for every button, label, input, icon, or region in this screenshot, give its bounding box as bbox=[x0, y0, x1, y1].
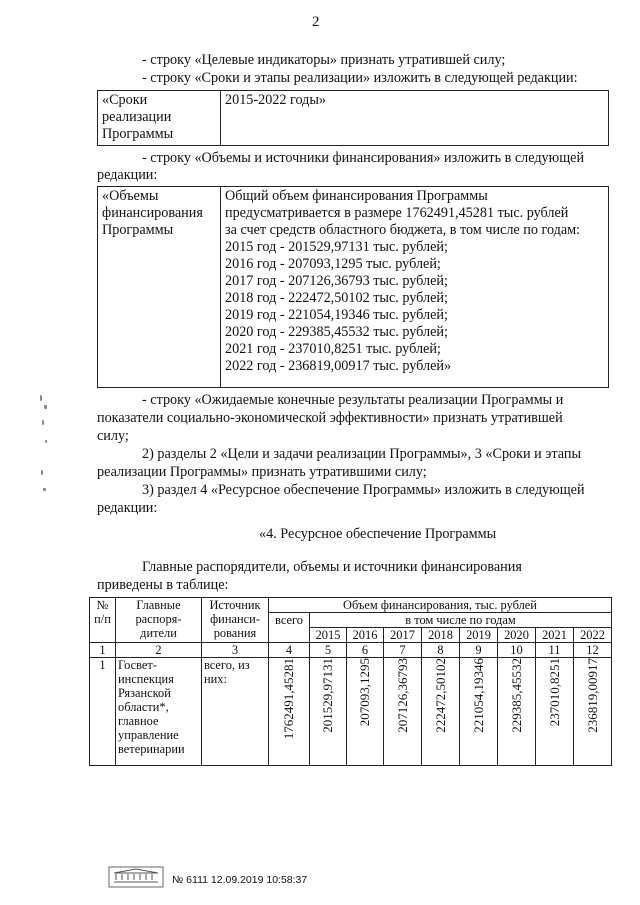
row-total: 1762491,45281 bbox=[281, 658, 296, 740]
section-title: «4. Ресурсное обеспечение Программы bbox=[259, 526, 497, 542]
header-total: всего bbox=[269, 613, 310, 643]
row-value-2021: 237010,8251 bbox=[546, 658, 562, 727]
financing-box-label: «Объемы финансирования Программы bbox=[98, 187, 221, 388]
bullet-financing: - строку «Объемы и источники финансирования» изложить в следующей bbox=[142, 150, 585, 166]
scan-speck bbox=[40, 395, 42, 401]
bullet-financing-cont: редакции: bbox=[97, 167, 158, 183]
header-year: 2019 bbox=[460, 628, 498, 643]
terms-box-value: 2015-2022 годы» bbox=[221, 91, 609, 146]
intro-line-2: приведены в таблице: bbox=[97, 577, 229, 593]
header-years-label: в том числе по годам bbox=[310, 613, 612, 628]
bullet-terms-stages: - строку «Сроки и этапы реализации» изложить в следующей редакции: bbox=[142, 70, 578, 86]
para-sections-2-3: 2) разделы 2 «Цели и задачи реализации Программы», 3 «Сроки и этапы bbox=[142, 446, 581, 462]
col-num: 8 bbox=[422, 643, 460, 658]
row-value-2015: 201529,97131 bbox=[320, 658, 335, 733]
row-value-2022: 236819,00917 bbox=[584, 658, 600, 733]
header-year: 2015 bbox=[310, 628, 347, 643]
col-num: 7 bbox=[384, 643, 422, 658]
col-num: 1 bbox=[90, 643, 116, 658]
header-year: 2020 bbox=[498, 628, 536, 643]
terms-box-label: «Сроки реализации Программы bbox=[98, 91, 221, 146]
col-num: 11 bbox=[536, 643, 574, 658]
financing-box-value: Общий объем финансирования Программы предусматривается в размере 1762491,45281 тыс. рублей за счет средств областного бюджета, в том числе по годам: 2015 год - 201529,97131 тыс. рублей; 2016 год - 207093,1295 тыс. рублей; 2017 год - 207126,36793 тыс. рублей; 2018 год - 222472,50102 тыс. рублей; 2019 год - 221054,19346 тыс. рублей; 2020 год - 229385,45532 тыс. рублей; 2021 год - 237010,8251 тыс. рублей; 2022 год - 236819,00917 тыс. рублей» bbox=[221, 187, 609, 388]
col-num: 6 bbox=[347, 643, 384, 658]
bank-stamp-icon bbox=[108, 866, 164, 888]
column-number-row bbox=[90, 643, 612, 658]
scan-speck bbox=[44, 405, 47, 409]
col-num: 4 bbox=[269, 643, 310, 658]
scan-speck bbox=[41, 470, 43, 475]
header-year: 2016 bbox=[347, 628, 384, 643]
row-value-2020: 229385,45532 bbox=[508, 658, 524, 733]
header-no: № п/п bbox=[90, 598, 116, 643]
col-num: 3 bbox=[202, 643, 269, 658]
col-num: 10 bbox=[498, 643, 536, 658]
financing-table bbox=[89, 597, 612, 766]
scan-speck bbox=[43, 488, 46, 491]
row-source: всего, из них: bbox=[202, 658, 269, 766]
col-num: 12 bbox=[574, 643, 612, 658]
row-value-2017: 207126,36793 bbox=[394, 658, 410, 733]
page-number: 2 bbox=[312, 14, 320, 30]
para-sections-2-3-cont: реализации Программы» признать утратившими силу; bbox=[97, 464, 427, 480]
header-source: Источник финанси-рования bbox=[202, 598, 269, 643]
scan-speck bbox=[42, 420, 44, 425]
para-section-4-cont: редакции: bbox=[97, 500, 158, 516]
header-volume: Объем финансирования, тыс. рублей bbox=[269, 598, 612, 613]
bullet-target-indicators: - строку «Целевые индикаторы» признать утратившей силу; bbox=[142, 52, 506, 68]
para-expected-results-2: показатели социально-экономической эффективности» признать утратившей bbox=[97, 410, 563, 426]
header-year: 2017 bbox=[384, 628, 422, 643]
header-year: 2021 bbox=[536, 628, 574, 643]
col-num: 2 bbox=[116, 643, 202, 658]
para-section-4: 3) раздел 4 «Ресурсное обеспечение Программы» изложить в следующей bbox=[142, 482, 585, 498]
financing-box bbox=[97, 186, 609, 388]
row-value-2018: 222472,50102 bbox=[432, 658, 448, 733]
row-value-2016: 207093,1295 bbox=[357, 658, 372, 727]
table-row bbox=[90, 658, 612, 766]
footer-registration: № 6111 12.09.2019 10:58:37 bbox=[172, 874, 308, 886]
row-no: 1 bbox=[90, 658, 116, 766]
header-main-managers: Главные распоря-дители bbox=[116, 598, 202, 643]
terms-box bbox=[97, 90, 609, 146]
col-num: 5 bbox=[310, 643, 347, 658]
scan-speck bbox=[45, 440, 47, 443]
para-expected-results-3: силу; bbox=[97, 428, 129, 444]
para-expected-results: - строку «Ожидаемые конечные результаты реализации Программы и bbox=[142, 392, 564, 408]
header-year: 2022 bbox=[574, 628, 612, 643]
header-year: 2018 bbox=[422, 628, 460, 643]
intro-line-1: Главные распорядители, объемы и источники финансирования bbox=[142, 559, 522, 575]
col-num: 9 bbox=[460, 643, 498, 658]
row-value-2019: 221054,19346 bbox=[470, 658, 486, 733]
row-main-manager: Госвет-инспекция Рязанской области*, главное управление ветеринарии bbox=[116, 658, 202, 766]
